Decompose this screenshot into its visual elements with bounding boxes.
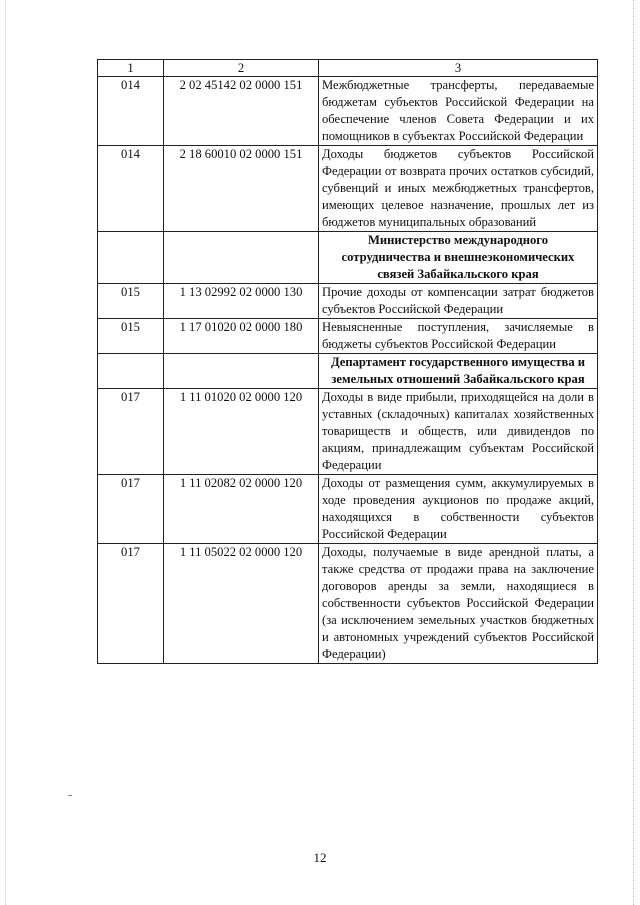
- revenue-code: 1 13 02992 02 0000 130: [164, 284, 319, 319]
- section-row: [98, 232, 598, 284]
- table-row: [98, 475, 598, 544]
- revenue-code: 1 11 01020 02 0000 120: [164, 389, 319, 475]
- admin-code: 014: [98, 77, 164, 146]
- column-header-2: 2: [164, 60, 319, 77]
- page-number: 12: [313, 850, 327, 865]
- admin-code: [98, 232, 164, 284]
- section-title: Министерство международного сотрудничества и внешнеэкономических связей Забайкальского края: [319, 232, 598, 284]
- table-header-row: [98, 60, 598, 77]
- admin-code: 017: [98, 389, 164, 475]
- column-header-3: 3: [319, 60, 598, 77]
- revenue-code: 2 18 60010 02 0000 151: [164, 146, 319, 232]
- admin-code: 015: [98, 319, 164, 354]
- revenue-code: 1 17 01020 02 0000 180: [164, 319, 319, 354]
- revenue-description: Доходы, получаемые в виде арендной платы, а также средства от продажи права на заключение договоров аренды за земли, находящиеся в собственности субъектов Российской Федерации (за исключением земельных участков бюджетных и автономных учреждений субъектов Российской Федерации): [319, 544, 598, 664]
- column-header-1: 1: [98, 60, 164, 77]
- revenue-description: Доходы от размещения сумм, аккумулируемых в ходе проведения аукционов по продаже акций, находящихся в собственности субъектов Российской Федерации: [319, 475, 598, 544]
- revenue-code: 1 11 02082 02 0000 120: [164, 475, 319, 544]
- revenue-codes-table: [97, 59, 598, 664]
- table-row: [98, 389, 598, 475]
- scan-artifact: [68, 795, 72, 796]
- revenue-description: Прочие доходы от компенсации затрат бюджетов субъектов Российской Федерации: [319, 284, 598, 319]
- table-row: [98, 544, 598, 664]
- revenue-description: Невыясненные поступления, зачисляемые в бюджеты субъектов Российской Федерации: [319, 319, 598, 354]
- admin-code: 017: [98, 544, 164, 664]
- revenue-code: [164, 232, 319, 284]
- revenue-code: 1 11 05022 02 0000 120: [164, 544, 319, 664]
- revenue-code: [164, 354, 319, 389]
- revenue-description: Доходы в виде прибыли, приходящейся на доли в уставных (складочных) капиталах хозяйственных товариществ и обществ, или дивидендов по акциям, принадлежащим субъектам Российской Федерации: [319, 389, 598, 475]
- table-row: [98, 319, 598, 354]
- revenue-description: Межбюджетные трансферты, передаваемые бюджетам субъектов Российской Федерации на обеспечение членов Совета Федерации и их помощников в субъектах Российской Федерации: [319, 77, 598, 146]
- table-row: [98, 146, 598, 232]
- table-row: [98, 77, 598, 146]
- revenue-description: Доходы бюджетов субъектов Российской Федерации от возврата прочих остатков субсидий, субвенций и иных межбюджетных трансфертов, имеющих целевое назначение, прошлых лет из бюджетов муниципальных образований: [319, 146, 598, 232]
- admin-code: 015: [98, 284, 164, 319]
- table-row: [98, 284, 598, 319]
- section-row: [98, 354, 598, 389]
- page-edge-right: [632, 0, 634, 905]
- page-edge-left: [5, 0, 7, 905]
- section-title: Департамент государственного имущества и земельных отношений Забайкальского края: [319, 354, 598, 389]
- admin-code: [98, 354, 164, 389]
- admin-code: 014: [98, 146, 164, 232]
- revenue-code: 2 02 45142 02 0000 151: [164, 77, 319, 146]
- admin-code: 017: [98, 475, 164, 544]
